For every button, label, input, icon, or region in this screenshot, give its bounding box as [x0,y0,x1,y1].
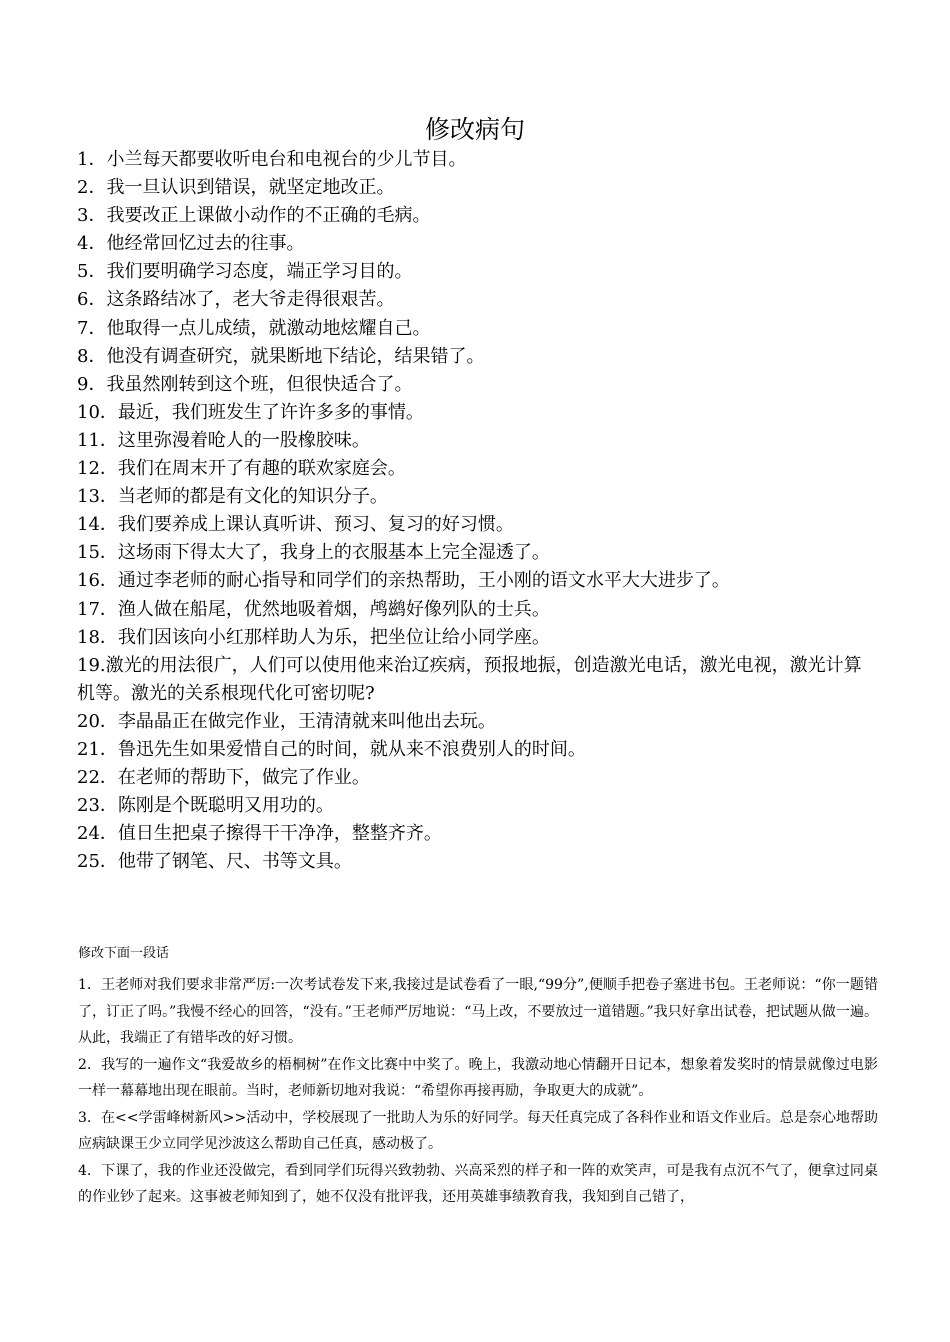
paragraph-item: 4．下课了，我的作业还没做完，看到同学们玩得兴致勃勃、兴高采烈的样子和一阵的欢笑声，可是我有点沉不气了，便拿过同桌的作业钞了起来。这事被老师知到了，她不仅没有批评我，还用英雄事绩教育我，我知到自己错了， [78,1162,878,1205]
sentence-item: 19.激光的用法很广，人们可以使用他来治辽疾病，预报地振，创造激光电话，激光电视，激光计算机等。激光的关系根现代化可密切呢? [77,654,862,704]
sentence-item: 15．这场雨下得太大了，我身上的衣服基本上完全湿透了。 [77,542,550,564]
sentence-list [77,146,877,876]
sentence-item: 21．鲁迅先生如果爱惜自己的时间，就从来不浪费别人的时间。 [77,738,586,760]
sentence-item: 14．我们要养成上课认真听讲、预习、复习的好习惯。 [77,514,514,536]
sentence-item: 9．我虽然刚转到这个班，但很快适合了。 [77,373,413,395]
sentence-item: 16．通过李老师的耐心指导和同学们的亲热帮助，王小刚的语文水平大大进步了。 [77,570,730,592]
sentence-item: 1．小兰每天都要收听电台和电视台的少儿节目。 [77,149,467,170]
sentence-item: 18．我们因该向小红那样助人为乐，把坐位让给小同学座。 [77,626,550,648]
paragraph-item: 2．我写的一遍作文“我爱故乡的梧桐树”在作文比赛中中奖了。晚上，我激动地心情翻开日记本，想象着发奖时的情景就像过电影一样一幕幕地出现在眼前。当时，老师新切地对我说：“希望你再接再励，争取更大的成就”。 [78,1056,878,1099]
sentence-item: 23．陈刚是个既聪明又用功的。 [77,795,334,817]
section-heading: 修改下面一段话 [78,946,170,961]
sentence-item: 2．我一旦认识到错误，就坚定地改正。 [77,177,395,199]
sentence-item: 10．最近，我们班发生了许许多多的事情。 [77,401,424,423]
sentence-item: 4．他经常回忆过去的往事。 [77,233,305,255]
sentence-item: 12．我们在周末开了有趣的联欢家庭会。 [77,458,406,480]
sentence-item: 3．我要改正上课做小动作的不正确的毛病。 [77,205,431,227]
sentence-item: 6．这条路结冰了，老大爷走得很艰苦。 [77,289,395,311]
sentence-item: 8．他没有调查研究，就果断地下结论，结果错了。 [77,345,485,367]
sentence-item: 24．值日生把桌子擦得干干净净，整整齐齐。 [77,823,442,845]
paragraph-list [78,972,878,1211]
page-title: 修改病句 [424,115,525,144]
sentence-item: 7．他取得一点儿成绩，就激动地炫耀自己。 [77,317,431,339]
sentence-item: 5．我们要明确学习态度，端正学习目的。 [77,261,413,283]
paragraph-item: 3．在<<学雷峰树新风>>活动中，学校展现了一批助人为乐的好同学。每天任真完成了各科作业和语文作业后。总是奈心地帮助应病缺课王少立同学见沙波这么帮助自己任真，感动极了。 [78,1109,878,1152]
sentence-item: 13．当老师的都是有文化的知识分子。 [77,486,388,508]
paragraph-item: 1．王老师对我们要求非常严厉:一次考试卷发下来,我接过是试卷看了一眼,“99分”,便顺手把卷子塞进书包。王老师说：“你一题错了，订正了吗。”我慢不经心的回答，“没有。”王老师严厉地说：“马上改，不要放过一道错题。”我只好拿出试卷，把试题从做一遍。从此，我端正了有错毕改的好习惯。 [78,977,878,1046]
sentence-item: 20．李晶晶正在做完作业，王清清就来叫他出去玩。 [77,710,496,732]
sentence-item: 22．在老师的帮助下，做完了作业。 [77,767,370,789]
sentence-item: 17．渔人做在船尾，优然地吸着烟，鸬鹚好像列队的士兵。 [77,598,550,620]
sentence-item: 11．这里弥漫着呛人的一股橡胶味。 [77,429,370,451]
sentence-item: 25．他带了钢笔、尺、书等文具。 [77,851,352,873]
